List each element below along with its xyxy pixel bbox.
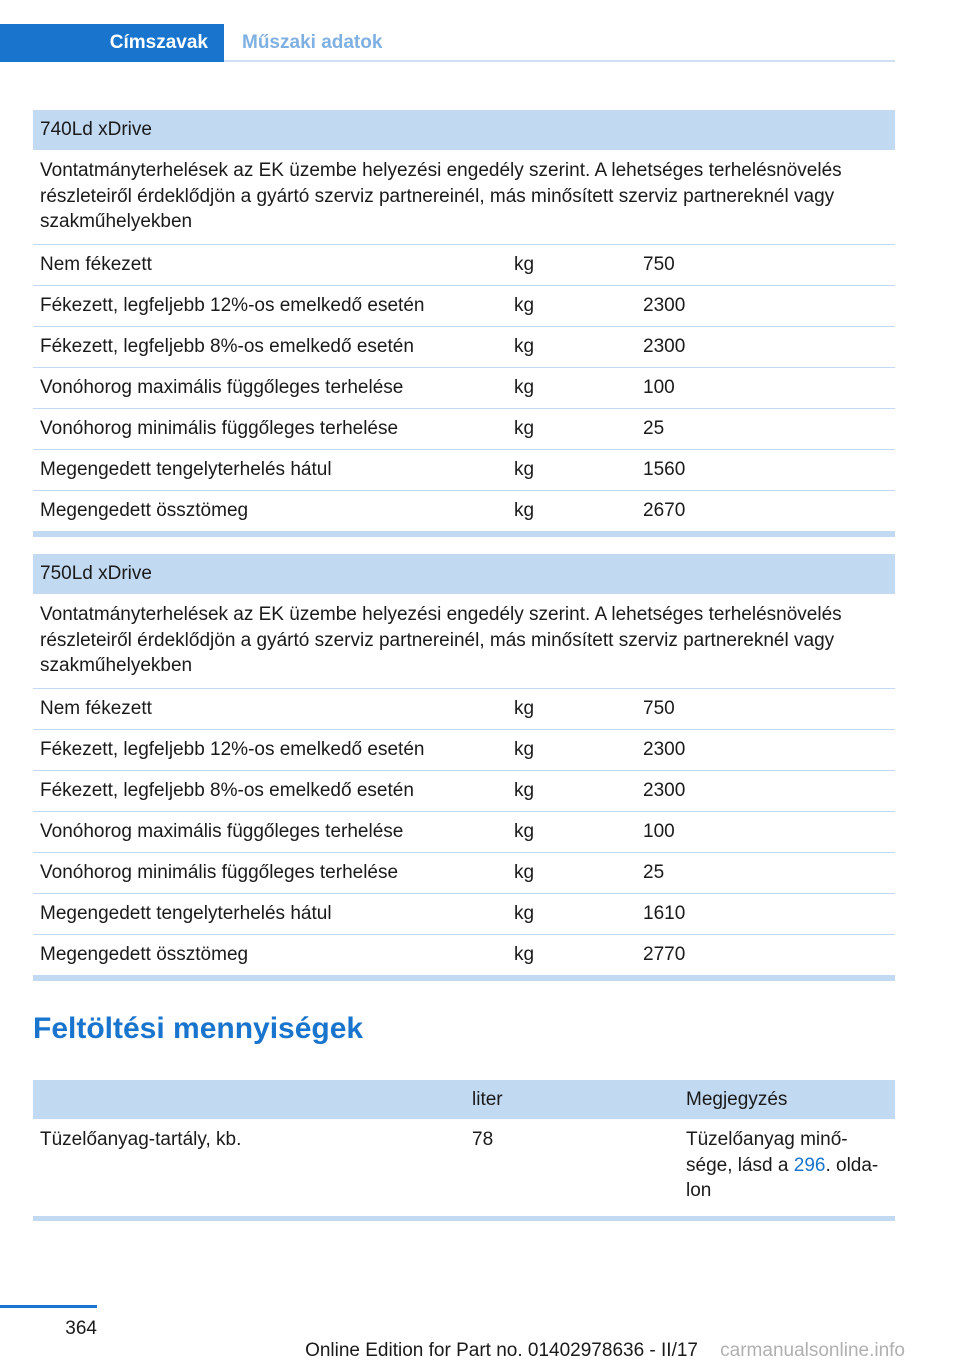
note-line-1: Tüzelőanyag minő- xyxy=(686,1129,848,1150)
row-unit: kg xyxy=(514,820,535,842)
table-end-bar xyxy=(33,532,895,537)
row-value: 25 xyxy=(643,417,665,439)
row-label: Nem fékezett xyxy=(40,697,152,719)
row-unit: kg xyxy=(514,779,535,801)
table-row xyxy=(33,853,895,894)
note-line-3: lon xyxy=(686,1180,712,1201)
table-note: Vontatmányterhelések az EK üzembe helyezési engedély szerint. A lehetséges terhelésnövelés részleteiről érdeklődjön a gyártó szerviz partnereinél, más minősített szerviz partnereknél vagy szakműhelyekben xyxy=(33,150,895,245)
table-row xyxy=(33,368,895,409)
row-label: Vonóhorog minimális függőleges terhelése xyxy=(40,861,399,883)
row-unit: kg xyxy=(514,943,535,965)
row-unit: kg xyxy=(514,697,535,719)
table-row xyxy=(33,894,895,935)
row-unit: kg xyxy=(514,253,535,275)
row-unit: kg xyxy=(514,335,535,357)
spec-table-740ld xyxy=(33,110,895,537)
row-value: 2300 xyxy=(643,738,686,760)
row-value: 2300 xyxy=(643,779,686,801)
header-col-note: Megjegyzés xyxy=(686,1088,788,1110)
table-row xyxy=(33,1119,895,1216)
row-unit: kg xyxy=(514,294,535,316)
row-label: Fékezett, legfeljebb 12%-os emelkedő esetén xyxy=(40,294,425,316)
row-unit: kg xyxy=(514,902,535,924)
row-label: Fékezett, legfeljebb 8%-os emelkedő esetén xyxy=(40,779,414,801)
row-value: 100 xyxy=(643,820,675,842)
table-title: 740Ld xDrive xyxy=(33,110,895,150)
row-label: Nem fékezett xyxy=(40,253,152,275)
table-row xyxy=(33,450,895,491)
row-unit: kg xyxy=(514,499,535,521)
row-value: 2770 xyxy=(643,943,686,965)
page-reference-link[interactable]: 296 xyxy=(793,1154,826,1176)
table-row xyxy=(33,689,895,730)
row-label: Fékezett, legfeljebb 8%-os emelkedő esetén xyxy=(40,335,414,357)
row-label: Vonóhorog minimális függőleges terhelése xyxy=(40,417,399,439)
header-col-liter: liter xyxy=(472,1088,503,1110)
row-label: Fékezett, legfeljebb 12%-os emelkedő esetén xyxy=(40,738,425,760)
row-value: 100 xyxy=(643,376,675,398)
edition-info: Online Edition for Part no. 01402978636 - II/17 xyxy=(305,1340,698,1361)
table-title: 750Ld xDrive xyxy=(33,554,895,594)
row-label: Vonóhorog maximális függőleges terhelése xyxy=(40,376,404,398)
top-navigation xyxy=(0,24,895,62)
row-value: 1560 xyxy=(643,458,686,480)
row-label: Tüzelőanyag-tartály, kb. xyxy=(40,1129,242,1150)
tab-technical-data[interactable]: Műszaki adatok xyxy=(242,32,383,53)
table-row xyxy=(33,771,895,812)
row-label: Megengedett össztömeg xyxy=(40,943,249,965)
note-line-2-end: . olda- xyxy=(825,1154,879,1176)
table-header-row xyxy=(33,1080,895,1119)
row-value: 2670 xyxy=(643,499,686,521)
row-value: 750 xyxy=(643,697,675,719)
tab-keywords[interactable]: Címszavak xyxy=(0,24,224,62)
row-unit: kg xyxy=(514,458,535,480)
table-end-bar xyxy=(33,976,895,981)
row-label: Vonóhorog maximális függőleges terhelése xyxy=(40,820,404,842)
spec-table-750ld xyxy=(33,554,895,981)
row-value: 1610 xyxy=(643,902,686,924)
table-end-bar xyxy=(33,1216,895,1221)
row-label: Megengedett tengelyterhelés hátul xyxy=(40,902,332,924)
row-liter: 78 xyxy=(472,1129,494,1150)
table-row xyxy=(33,245,895,286)
row-value: 25 xyxy=(643,861,665,883)
row-value: 2300 xyxy=(643,335,686,357)
footer-accent-line xyxy=(0,1305,97,1308)
table-row xyxy=(33,730,895,771)
fill-quantities-table xyxy=(33,1080,895,1221)
watermark: carmanualsonline.info xyxy=(720,1340,905,1361)
row-unit: kg xyxy=(514,738,535,760)
table-row xyxy=(33,935,895,976)
nav-divider xyxy=(224,60,895,62)
row-label: Megengedett tengelyterhelés hátul xyxy=(40,458,332,480)
table-row xyxy=(33,812,895,853)
table-row xyxy=(33,409,895,450)
table-row xyxy=(33,286,895,327)
row-label: Megengedett össztömeg xyxy=(40,499,249,521)
page-number: 364 xyxy=(65,1318,97,1339)
table-row xyxy=(33,491,895,532)
note-line-2-start: sége, lásd a xyxy=(686,1154,794,1176)
row-unit: kg xyxy=(514,861,535,883)
row-note xyxy=(679,1127,895,1204)
row-unit: kg xyxy=(514,376,535,398)
row-unit: kg xyxy=(514,417,535,439)
row-value: 2300 xyxy=(643,294,686,316)
row-value: 750 xyxy=(643,253,675,275)
table-row xyxy=(33,327,895,368)
table-note: Vontatmányterhelések az EK üzembe helyezési engedély szerint. A lehetséges terhelésnövelés részleteiről érdeklődjön a gyártó szerviz partnereinél, más minősített szerviz partnereknél vagy szakműhelyekben xyxy=(33,594,895,689)
section-title: Feltöltési mennyiségek xyxy=(33,1012,364,1045)
